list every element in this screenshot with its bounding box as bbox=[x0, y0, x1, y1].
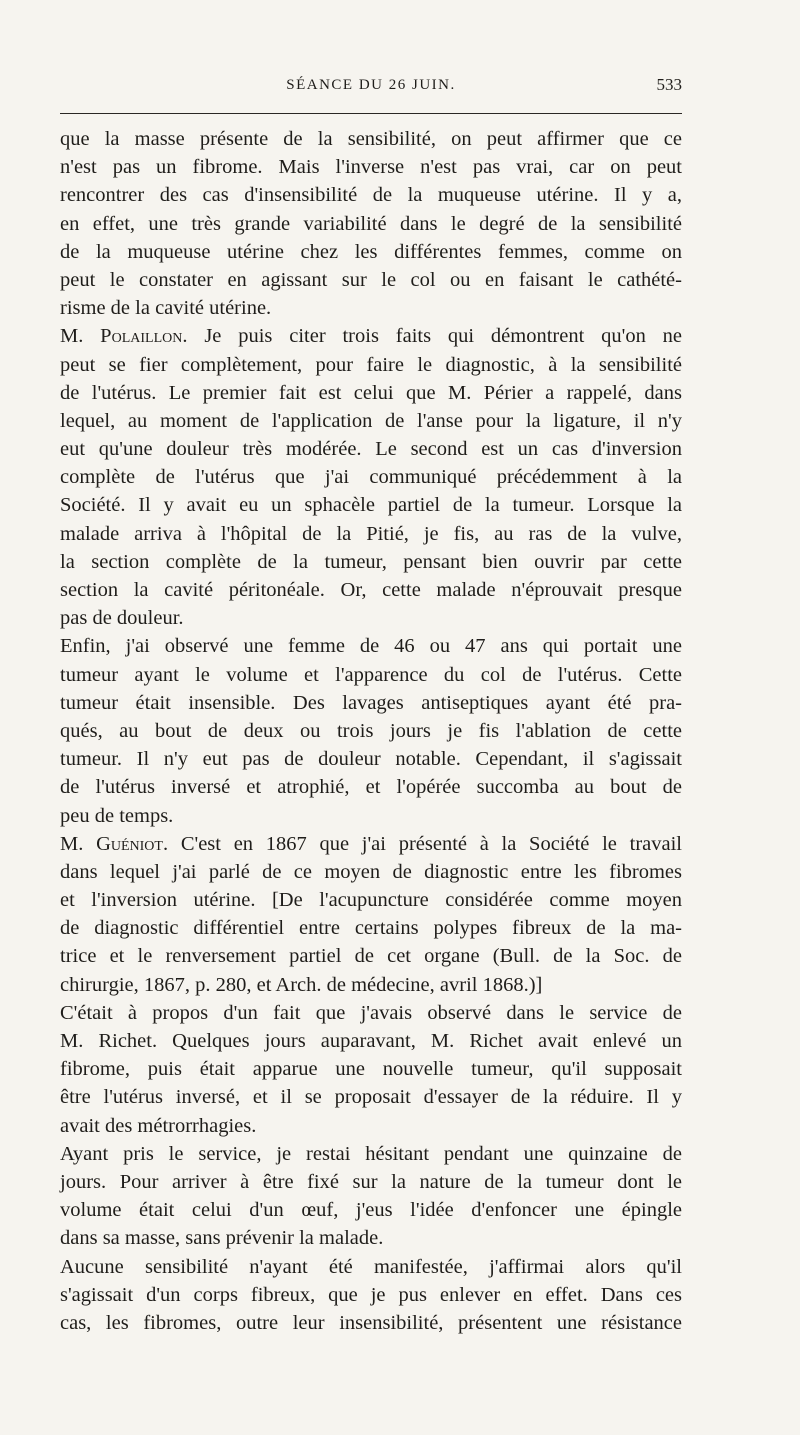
line-text: peut se fier complètement, pour faire le diagnostic, à la sensibilité bbox=[60, 353, 682, 376]
line-text: volume était celui d'un œuf, j'eus l'idée d'enfoncer une épingle bbox=[60, 1199, 682, 1222]
line-text: Ayant pris le service, je restai hésitant pendant une quinzaine de bbox=[60, 1142, 682, 1165]
text-line bbox=[60, 1027, 682, 1055]
speaker-name: M. Guéniot. bbox=[60, 832, 169, 855]
text-line bbox=[60, 1112, 682, 1140]
line-text: en effet, une très grande variabilité dans le degré de la sensibilité bbox=[60, 212, 682, 235]
text-line bbox=[60, 661, 682, 689]
line-text: C'est en 1867 que j'ai présenté à la Société le travail bbox=[168, 832, 682, 855]
line-text: M. Richet. Quelques jours auparavant, M. Richet avait enlevé un bbox=[60, 1030, 682, 1052]
line-text: s'agissait d'un corps fibreux, que je pus enlever en effet. Dans ces bbox=[60, 1283, 682, 1306]
line-text: la section complète de la tumeur, pensant bien ouvrir par cette bbox=[60, 550, 682, 573]
text-line bbox=[60, 294, 682, 322]
line-text: Je puis citer trois faits qui démontrent qu'on ne bbox=[187, 325, 682, 348]
text-line bbox=[60, 689, 682, 717]
text-line bbox=[60, 463, 682, 491]
text-line bbox=[60, 1055, 682, 1083]
header-rule bbox=[60, 113, 682, 114]
text-line bbox=[60, 181, 682, 209]
line-text: peut le constater en agissant sur le col ou en faisant le cathété- bbox=[60, 268, 682, 291]
text-line bbox=[60, 632, 682, 660]
text-line bbox=[60, 1281, 682, 1309]
line-text: qués, au bout de deux ou trois jours je fis l'ablation de cette bbox=[60, 719, 682, 742]
text-line bbox=[60, 1140, 682, 1168]
line-text: Aucune sensibilité n'ayant été manifestée, j'affirmai alors qu'il bbox=[60, 1255, 682, 1278]
line-text: trice et le renversement partiel de cet organe (Bull. de la Soc. de bbox=[60, 945, 682, 968]
body-text bbox=[60, 125, 682, 1337]
text-line bbox=[60, 266, 682, 294]
text-line bbox=[60, 1224, 682, 1252]
text-line bbox=[60, 717, 682, 745]
line-text: de l'utérus. Le premier fait est celui que M. Périer a rappelé, dans bbox=[60, 381, 682, 404]
text-line bbox=[60, 125, 682, 153]
running-head bbox=[60, 77, 682, 101]
text-line bbox=[60, 491, 682, 519]
line-text: fibrome, puis était apparue une nouvelle tumeur, qu'il supposait bbox=[60, 1058, 682, 1081]
line-text: que la masse présente de la sensibilité, on peut affirmer que ce bbox=[60, 128, 682, 150]
page-number: 533 bbox=[656, 75, 682, 94]
text-line bbox=[60, 1309, 682, 1337]
text-line bbox=[60, 1168, 682, 1196]
line-text: peu de temps. bbox=[60, 804, 174, 827]
text-line bbox=[60, 1253, 682, 1281]
line-text: complète de l'utérus que j'ai communiqué précédemment à la bbox=[60, 466, 682, 489]
line-text: jours. Pour arriver à être fixé sur la nature de la tumeur dont le bbox=[60, 1170, 682, 1193]
line-text: et l'inversion utérine. [De l'acupuncture considérée comme moyen bbox=[60, 889, 682, 912]
line-text: malade arriva à l'hôpital de la Pitié, je fis, au ras de la vulve, bbox=[60, 522, 682, 545]
line-text: dans sa masse, sans prévenir la malade. bbox=[60, 1227, 384, 1250]
text-line bbox=[60, 351, 682, 379]
text-line bbox=[60, 745, 682, 773]
text-line bbox=[60, 210, 682, 238]
line-text: être l'utérus inversé, et il se proposait d'essayer de la réduire. Il y bbox=[60, 1086, 682, 1109]
text-line bbox=[60, 773, 682, 801]
line-text: de diagnostic différentiel entre certains polypes fibreux de la ma- bbox=[60, 917, 682, 940]
speaker-name: M. Polaillon. bbox=[60, 325, 188, 348]
line-text: tumeur ayant le volume et l'apparence du col de l'utérus. Cette bbox=[60, 663, 682, 686]
text-line bbox=[60, 520, 682, 548]
line-text: C'était à propos d'un fait que j'avais observé dans le service de bbox=[60, 1001, 682, 1024]
line-text: tumeur était insensible. Des lavages antiseptiques ayant été pra- bbox=[60, 691, 682, 714]
line-text: section la cavité péritonéale. Or, cette malade n'éprouvait presque bbox=[60, 579, 682, 601]
line-text: chirurgie, 1867, p. 280, et Arch. de médecine, avril 1868.)] bbox=[60, 973, 543, 996]
text-line bbox=[60, 576, 682, 604]
text-line bbox=[60, 435, 682, 463]
text-line bbox=[60, 1196, 682, 1224]
text-line bbox=[60, 604, 682, 632]
line-text: avait des métrorrhagies. bbox=[60, 1114, 257, 1137]
text-line bbox=[60, 407, 682, 435]
text-line bbox=[60, 999, 682, 1027]
line-text: de la muqueuse utérine chez les différentes femmes, comme on bbox=[60, 240, 682, 263]
line-text: n'est pas un fibrome. Mais l'inverse n'est pas vrai, car on peut bbox=[60, 156, 682, 179]
text-line bbox=[60, 830, 682, 858]
line-text: eut qu'une douleur très modérée. Le second est un cas d'inversion bbox=[60, 438, 682, 461]
line-text: Enfin, j'ai observé une femme de 46 ou 47 ans qui portait une bbox=[60, 635, 682, 658]
text-line bbox=[60, 379, 682, 407]
line-text: cas, les fibromes, outre leur insensibilité, présentent une résistance bbox=[60, 1311, 682, 1334]
text-line bbox=[60, 1083, 682, 1111]
text-line bbox=[60, 802, 682, 830]
line-text: de l'utérus inversé et atrophié, et l'opérée succomba au bout de bbox=[60, 776, 682, 799]
line-text: rencontrer des cas d'insensibilité de la muqueuse utérine. Il y a, bbox=[60, 184, 682, 207]
text-line bbox=[60, 886, 682, 914]
text-line bbox=[60, 942, 682, 970]
text-line bbox=[60, 153, 682, 181]
line-text: Société. Il y avait eu un sphacèle partiel de la tumeur. Lorsque la bbox=[60, 494, 682, 517]
text-line bbox=[60, 914, 682, 942]
text-line bbox=[60, 322, 682, 350]
line-text: risme de la cavité utérine. bbox=[60, 297, 272, 320]
line-text: lequel, au moment de l'application de l'anse pour la ligature, il n'y bbox=[60, 409, 682, 432]
running-title: SÉANCE DU 26 JUIN. bbox=[286, 77, 456, 93]
line-text: tumeur. Il n'y eut pas de douleur notable. Cependant, il s'agissait bbox=[60, 748, 682, 771]
text-line bbox=[60, 858, 682, 886]
text-line bbox=[60, 238, 682, 266]
line-text: pas de douleur. bbox=[60, 607, 184, 630]
line-text: dans lequel j'ai parlé de ce moyen de diagnostic entre les fibromes bbox=[60, 860, 682, 883]
text-line bbox=[60, 971, 682, 999]
text-line bbox=[60, 548, 682, 576]
